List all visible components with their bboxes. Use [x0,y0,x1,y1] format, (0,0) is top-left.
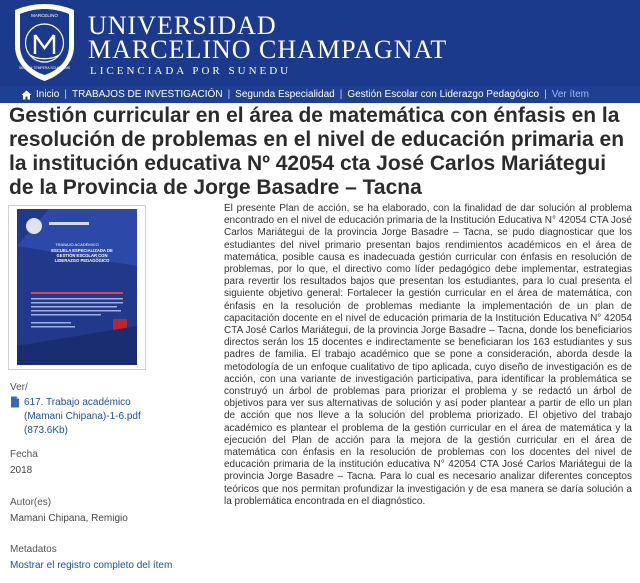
svg-text:TRABAJO ACADÉMICO: TRABAJO ACADÉMICO [55,242,99,247]
site-header [0,0,640,86]
document-thumbnail[interactable] [8,205,146,370]
fecha-label: Fecha [10,449,38,460]
university-subtitle: LICENCIADA POR SUNEDU [90,65,292,77]
fecha-value: 2018 [10,465,33,476]
page-title: Gestión curricular en el área de matemática con énfasis en la resolución de problemas en el nivel de educación primaria en la institución educativa Nº 42054 cta José Carlos Mariátegui de la Provincia de Jorge Basadre – Tacna [9,104,625,199]
thumbnail-cover: TRABAJO ACADÉMICO ESCUELA ESPECIALIZADA DE GESTIÓN ESCOLAR CON LIDERAZGO PEDAGÓGICO [9,206,145,369]
autor-value: Mamani Chipana, Remigio [10,513,128,524]
svg-text:SIGNUM TEMPERA SCUITEAMS: SIGNUM TEMPERA SCUITEAMS [18,66,71,70]
svg-text:MARCELINO: MARCELINO [31,13,58,18]
breadcrumb-trabajos[interactable]: TRABAJOS DE INVESTIGACIÓN [71,89,223,100]
home-icon [21,90,32,100]
ver-label: Ver/ [10,382,28,393]
breadcrumb-home[interactable]: Inicio [36,89,60,100]
breadcrumb-gestion-escolar[interactable]: Gestión Escolar con Liderazgo Pedagógico [347,89,540,100]
autor-label: Autor(es) [10,497,52,508]
breadcrumb-separator: | [544,89,547,100]
show-full-record-link[interactable]: Mostrar el registro completo del ítem [10,560,173,571]
breadcrumb-separator: | [227,89,231,100]
university-name-line2: MARCELINO CHAMPAGNAT [88,35,448,64]
date-section [10,448,38,478]
university-logo[interactable] [13,2,76,82]
pdf-file-link[interactable]: 617. Trabajo académico (Mamani Chipana)-1-6.pdf (873.6Kb) [24,397,141,436]
file-icon [10,396,20,408]
university-name-line1: UNIVERSIDAD [88,11,277,40]
breadcrumb-current: Ver ítem [551,89,589,100]
files-section [10,381,170,438]
pdf-file-link-row[interactable] [10,396,170,438]
metadata-section [10,543,172,573]
author-section [10,496,128,526]
breadcrumb-separator: | [339,89,343,100]
breadcrumb-segunda-especialidad[interactable]: Segunda Especialidad [235,89,335,100]
breadcrumb [0,86,640,103]
abstract-text: El presente Plan de acción, se ha elaborado, con la finalidad de dar solución al problema encontrado en el nivel de educación primaria de la Institución Educativa N° 42054 CTA José Carlos Mariátegui de la provincia Jorge Basadre – Tacna, se pudo diagnosticar que los estudiantes del nivel primario presentan bajos rendimientos académicos en el área de matemática, posible causa es inadecuada gestión curricular con énfasis en resolución de problemas, por lo que, el directivo como líder pedagógico debe implementar, estrategias para revertir los resultados bajos que presentan los estudiantes, para lo cual presenta el siguiente objetivo general: Fortalecer la gestión curricular en el área de matemática, con énfasis en la resolución de problemas mediante la implementación de un plan de capacitación docente en el nivel de educación primaria de la Institución Educativa N° 42054 CTA José Carlos Mariátegui, de la provincia Jorge Basadre – Tacna, donde los beneficiarios directos serán los 15 docentes e indirectamente se beneficiaran los 163 estudiantes y sus padres de familia. El trabajo académico que se pone a consideración, aborda desde la metodología de un enfoque cualitativo de tipo aplicada, cuyo diseño de investigación es de acción, con una variante de investigación participativa, para identificar la problemática se construyó un árbol de problemas para priorizar el problema y se redactó un árbol de objetivos para ver sus alternativas de solución y así poder plantear a partir de ello un plan de acción que nos lleve a la solución del problema priorizado. El objetivo del trabajo académico es plantear el problema de la gestión curricular en el área de matemática y la ejecución del Plan de acción para la mejora de la gestión curricular en el área de matemática con énfasis en la resolución de problemas con los docentes del nivel de educación primaria de la institución educativa N° 42054 CTA José Carlos Mariátegui de la provincia Jorge Basadre – Tacna. Para lo cual es necesario analizar diferentes conceptos teóricos que nos permitan profundizar la investigación y de esa manera se daría solución a la problemática encontrada en el diagnóstico. [224,203,632,507]
metadatos-label: Metadatos [10,544,57,555]
breadcrumb-separator: | [64,89,67,100]
